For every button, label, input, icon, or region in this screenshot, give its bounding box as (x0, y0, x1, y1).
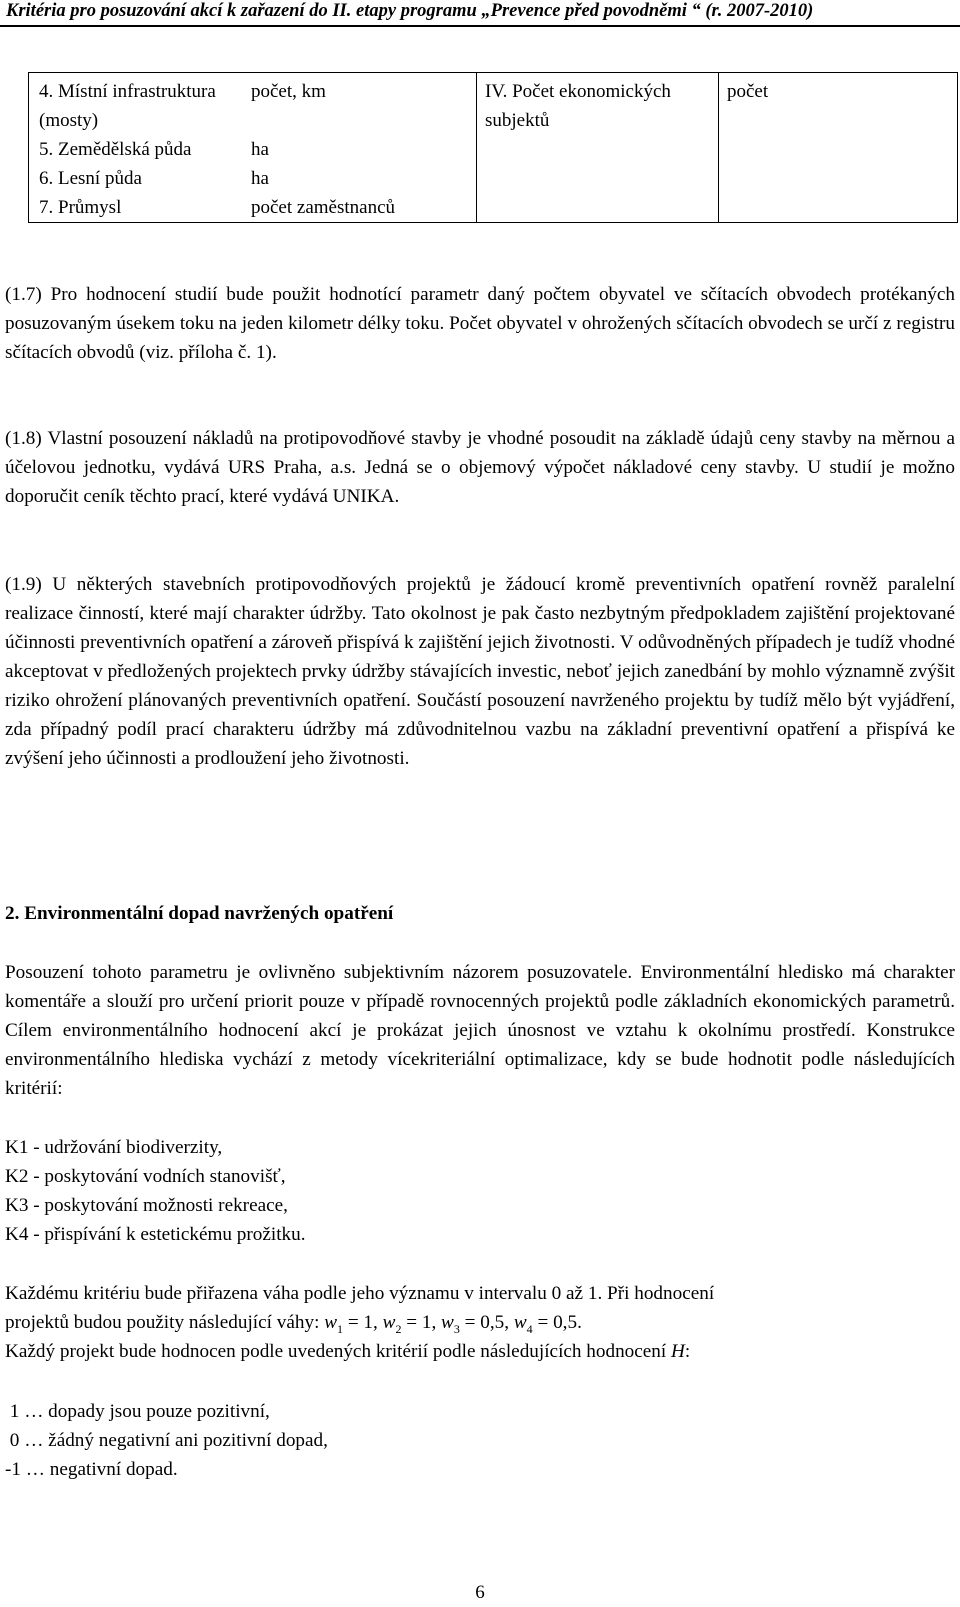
table-cell (719, 135, 958, 164)
criterion-item: K3 - poskytování možnosti rekreace, (5, 1195, 288, 1216)
table-row (29, 193, 958, 223)
table-cell (719, 164, 958, 193)
table-cell: 7. Průmysl (29, 193, 244, 223)
score-item: 0 … žádný negativní ani pozitivní dopad, (5, 1430, 328, 1451)
weight-symbol: w (324, 1312, 338, 1333)
weight-value: = 0,5. (532, 1312, 582, 1333)
weights-prefix: projektů budou použity následující váhy: (5, 1312, 325, 1333)
weight-subscript: 1 (337, 1321, 344, 1336)
weight-symbol: w (382, 1312, 396, 1333)
weight-subscript: 2 (395, 1321, 402, 1336)
page-header (0, 0, 960, 27)
table-cell: počet zaměstnanců (243, 193, 477, 223)
weights-line-1: Každému kritériu bude přiřazena váha podle jeho významu v intervalu 0 až 1. Při hodnocení (5, 1283, 715, 1304)
table-cell: IV. Počet ekonomických subjektů (477, 73, 719, 136)
table-cell (719, 193, 958, 223)
weight-symbol: w (441, 1312, 454, 1333)
table-cell: 5. Zemědělská půda (29, 135, 244, 164)
weight-value: = 1, (343, 1312, 383, 1333)
table-cell: ha (243, 135, 477, 164)
weight-symbol: w (513, 1312, 527, 1333)
header-title: Kritéria pro posuzování akcí k zařazení do II. etapy programu „Prevence před povodněmi “ (r. 2007-2010) (6, 1, 814, 21)
table-cell (477, 193, 719, 223)
score-item: 1 … dopady jsou pouze pozitivní, (5, 1401, 270, 1422)
table-cell: 4. Místní infrastruktura (mosty) (29, 73, 244, 136)
paragraph-1-7: (1.7) Pro hodnocení studií bude použit hodnotící parametr daný počtem obyvatel ve sčítacích obvodech protékaných posuzovaným úsekem toku na jeden kilometr délky toku. Počet obyvatel v ohrožených sčítacích obvodech se určí z registru sčítacích obvodů (viz. příloha č. 1). (5, 284, 955, 363)
table-cell: počet (719, 73, 958, 136)
criteria-table (28, 72, 958, 223)
table-cell (477, 164, 719, 193)
weight-value: = 0,5, (459, 1312, 514, 1333)
weight-value: = 1, (401, 1312, 442, 1333)
criterion-item: K2 - poskytování vodních stanovišť, (5, 1166, 286, 1187)
evaluation-line (5, 1337, 690, 1366)
paragraph-1-8: (1.8) Vlastní posouzení nákladů na protipovodňové stavby je vhodné posoudit na základě údajů ceny stavby na měrnou a účelovou jednotku, vydává URS Praha, a.s. Jedná se o objemový výpočet nákladové ceny stavby. U studií je možno doporučit ceník těchto prací, které vydává UNIKA. (5, 428, 955, 507)
evaluation-suffix: : (684, 1341, 691, 1362)
table-cell: počet, km (243, 73, 477, 136)
paragraph-1-9: (1.9) U některých stavebních protipovodňových projektů je žádoucí kromě preventivních opatření rovněž paralelní realizace činností, které mají charakter údržby. Tato okolnost je pak často nezbytným předpokladem zajištění projektované účinnosti preventivních opatření a zároveň přispívá k zajištění jejich životnosti. V odůvodněných případech je tudíž vhodné akceptovat v předložených projektech prvky údržby stávajících investic, neboť jejich zanedbání by mohlo významně zvýšit riziko ohrožení plánovaných preventivních opatření. Součástí posouzení navrženého projektu by tudíž mělo být vyjádření, zda případný podíl prací charakteru údržby má zdůvodnitelnou vazbu na základní preventivní opatření a přispívá ke zvýšení jeho účinnosti a prodloužení jeho životnosti. (5, 574, 955, 769)
table-row (29, 164, 958, 193)
section-intro: Posouzení tohoto parametru je ovlivněno subjektivním názorem posuzovatele. Environmentální hledisko má charakter komentáře a slouží pro určení priorit pouze v případě rovnocenných projektů podle základních ekonomických parametrů. Cílem environmentálního hodnocení akcí je prokázat jejich únosnost ve vztahu k okolnímu prostředí. Konstrukce environmentálního hlediska vychází z metody vícekriteriální optimalizace, kdy se bude hodnotit podle následujících kritérií: (5, 962, 955, 1099)
table-row (29, 73, 958, 136)
weight-subscript: 3 (453, 1321, 460, 1336)
criterion-item: K1 - udržování biodiverzity, (5, 1137, 223, 1158)
score-item: -1 … negativní dopad. (5, 1459, 178, 1480)
section-heading: 2. Environmentální dopad navržených opatření (5, 903, 394, 924)
table-cell: 6. Lesní půda (29, 164, 244, 193)
table-cell: ha (243, 164, 477, 193)
page-number: 6 (475, 1582, 485, 1603)
table-row (29, 135, 958, 164)
evaluation-prefix: Každý projekt bude hodnocen podle uvedených kritérií podle následujících hodnocení (5, 1341, 672, 1362)
table-cell (477, 135, 719, 164)
weight-subscript: 4 (526, 1321, 533, 1336)
evaluation-variable: H (671, 1341, 685, 1362)
criterion-item: K4 - přispívání k estetickému prožitku. (5, 1224, 306, 1245)
